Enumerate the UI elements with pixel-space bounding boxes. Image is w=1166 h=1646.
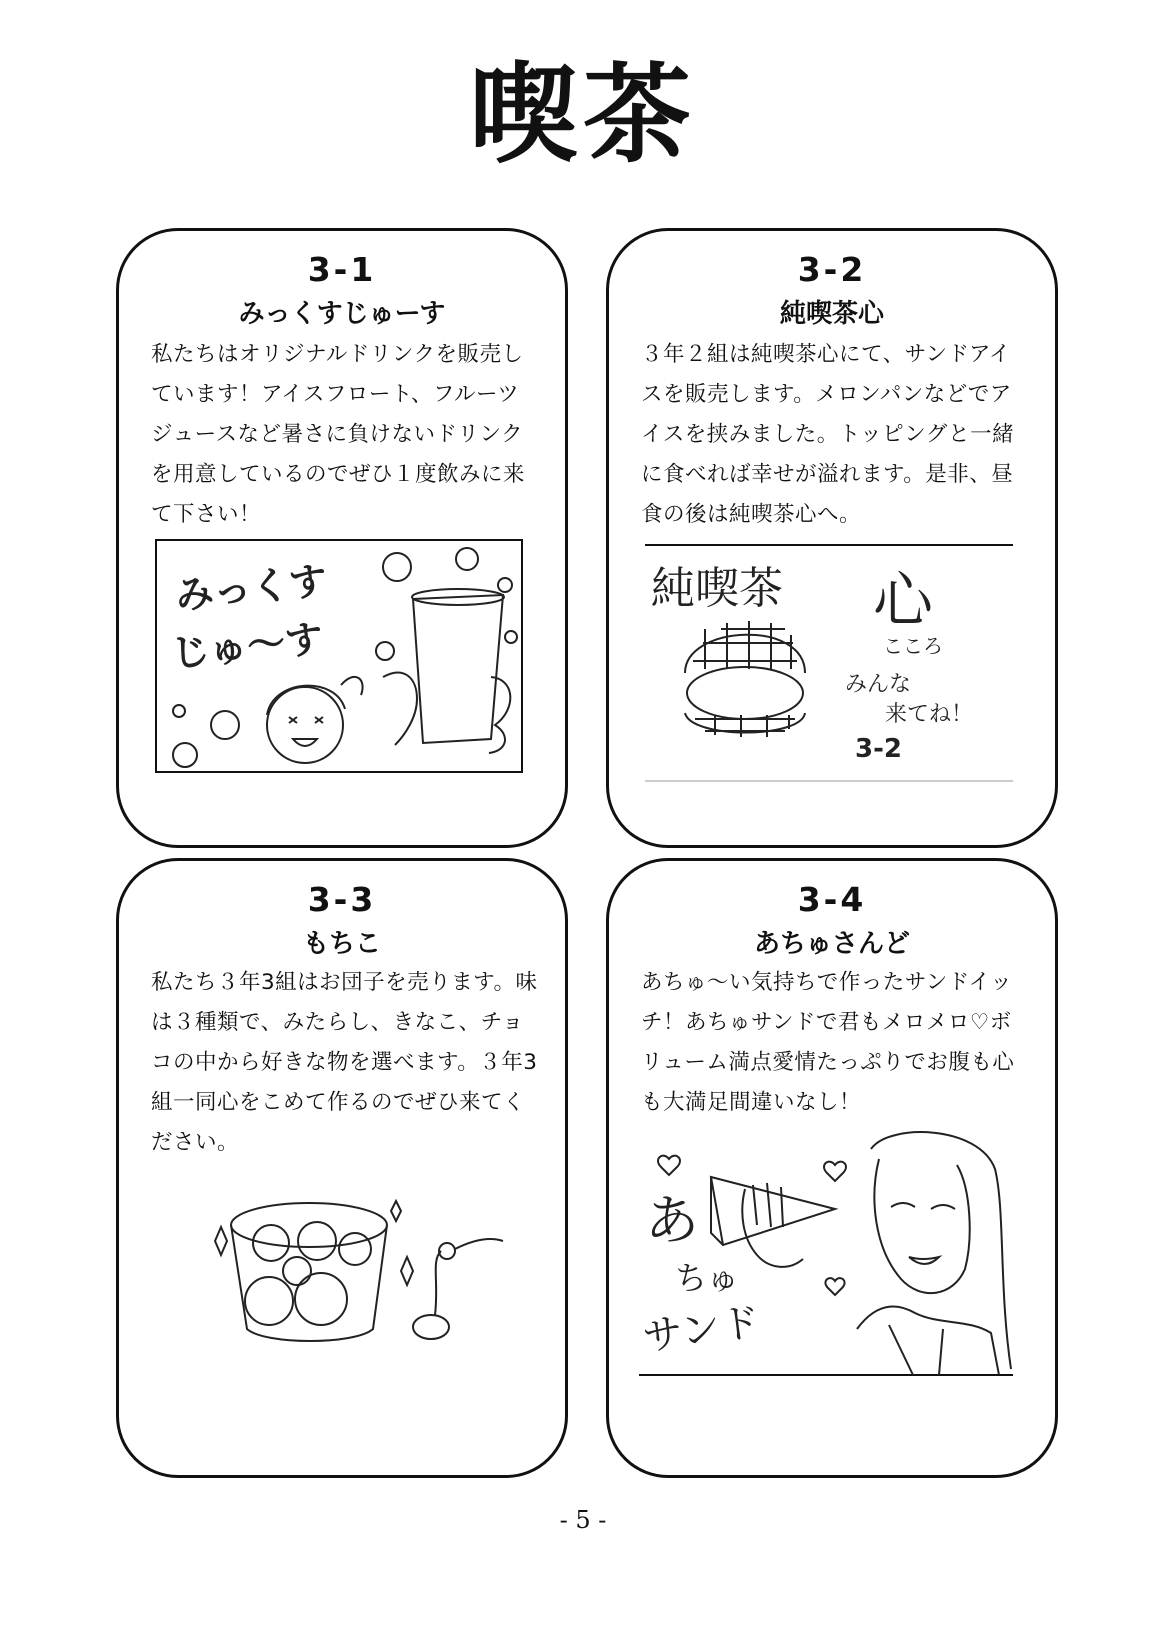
card-name: 純喫茶心 bbox=[779, 299, 884, 329]
card-description: 私たちはオリジナルドリンクを販売しています！アイスフロート、フルーツジュースなど暑さに負けないドリンクを用意しているのでぜひ１度飲みに来て下さい！ bbox=[151, 342, 526, 527]
illustration-label: 来てね！ bbox=[885, 702, 974, 727]
illustration-label: ちゅ bbox=[675, 1259, 740, 1297]
illustration-label: サンド bbox=[639, 1298, 764, 1361]
card-name: もちこ bbox=[302, 929, 381, 959]
illustration-label: みんな bbox=[845, 672, 912, 697]
card-number: 3-2 bbox=[797, 250, 867, 289]
illustration-label: じゅ〜す bbox=[169, 616, 326, 676]
card-3-3 bbox=[116, 858, 568, 1478]
illustration-label: こころ bbox=[883, 634, 943, 658]
page-number: - 5 - bbox=[559, 1506, 607, 1534]
illustration-label: あ bbox=[645, 1189, 699, 1252]
card-number: 3-3 bbox=[307, 880, 377, 919]
card-3-4 bbox=[606, 858, 1058, 1478]
card-description: ３年２組は純喫茶心にて、サンドアイスを販売します。メロンパンなどでアイスを挟みました。トッピングと一緒に食べれば幸せが溢れます。是非、昼食の後は純喫茶心へ。 bbox=[641, 342, 1015, 527]
card-3-2 bbox=[606, 228, 1058, 848]
card-3-1 bbox=[116, 228, 568, 848]
card-name: あちゅさんど bbox=[753, 929, 910, 959]
card-number: 3-4 bbox=[797, 880, 867, 919]
illustration-label: みっくす bbox=[173, 558, 330, 618]
page-title: 喫茶 bbox=[468, 53, 697, 178]
mix-juice-illustration bbox=[155, 539, 525, 775]
dango-illustration bbox=[205, 1181, 505, 1351]
card-number: 3-1 bbox=[307, 250, 377, 289]
card-description: あちゅ〜い気持ちで作ったサンドイッチ！あちゅサンドで君もメロメロ♡ボリューム満点愛情たっぷりでお腹も心も大満足間違いなし！ bbox=[641, 970, 1015, 1115]
card-description: 私たち３年3組はお団子を売ります。味は３種類で、みたらし、きなこ、チョコの中から好きな物を選べます。３年3組一同心をこめて作るのでぜひ来てください。 bbox=[151, 970, 538, 1155]
card-name: みっくすじゅーす bbox=[238, 299, 446, 329]
sand-ice-illustration bbox=[645, 543, 1015, 783]
illustration-label: 心 bbox=[873, 566, 933, 636]
illustration-label: 純喫茶 bbox=[651, 563, 783, 614]
atchu-sand-illustration bbox=[639, 1129, 1015, 1377]
illustration-label: 3-2 bbox=[855, 734, 902, 764]
